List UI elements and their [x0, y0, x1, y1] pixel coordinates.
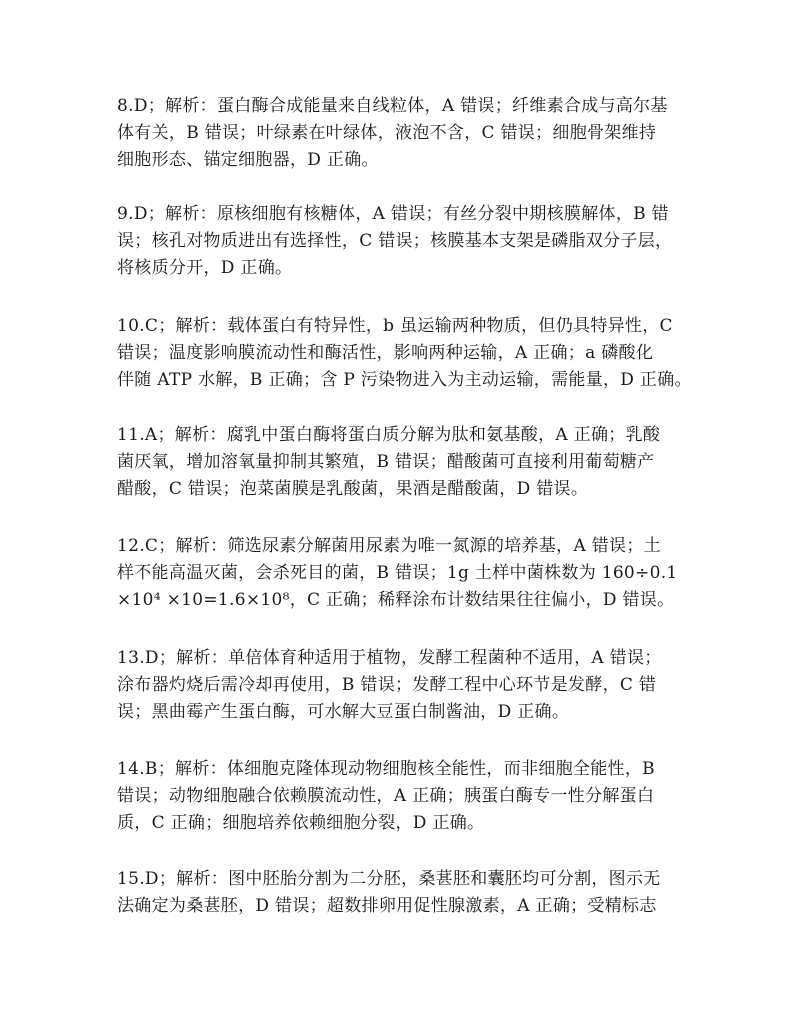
text-line: 误；核孔对物质进出有选择性，C 错误；核膜基本支架是磷脂双分子层，	[117, 231, 673, 251]
answer-item-13	[117, 645, 692, 726]
text-line: 涂布器灼烧后需冷却再使用，B 错误；发酵工程中心环节是发酵，C 错	[117, 675, 657, 695]
text-line: 体有关，B 错误；叶绿素在叶绿体，液泡不含，C 错误；细胞骨架维持	[117, 123, 657, 143]
answer-item-14	[117, 756, 692, 837]
text-line: 12.C；解析：筛选尿素分解菌用尿素为唯一氮源的培养基，A 错误；土	[117, 536, 661, 556]
text-line: 11.A；解析：腐乳中蛋白酶将蛋白质分解为肽和氨基酸，A 正确；乳酸	[117, 425, 661, 445]
text-line: 14.B；解析：体细胞克隆体现动物细胞核全能性，而非细胞全能性，B	[117, 759, 655, 779]
text-line: 误；黑曲霉产生蛋白酶，可水解大豆蛋白制酱油，D 正确。	[117, 702, 570, 722]
text-line: 8.D；解析：蛋白酶合成能量来自线粒体，A 错误；纤维素合成与高尔基	[117, 96, 668, 116]
text-line: 错误；动物细胞融合依赖膜流动性，A 正确；胰蛋白酶专一性分解蛋白	[117, 786, 655, 806]
text-line: 将核质分开，D 正确。	[117, 258, 293, 278]
text-line: 样不能高温灭菌，会杀死目的菌，B 错误；1g 土样中菌株数为 160÷0.1	[117, 563, 678, 583]
text-line: 菌厌氧，增加溶氧量抑制其繁殖，B 错误；醋酸菌可直接利用葡萄糖产	[117, 452, 655, 472]
text-line: 伴随 ATP 水解，B 正确；含 P 污染物进入为主动运输，需能量，D 正确。	[117, 370, 692, 390]
text-line: 13.D；解析：单倍体育种适用于植物，发酵工程菌种不适用，A 错误；	[117, 648, 662, 668]
text-line: 法确定为桑葚胚，D 错误；超数排卵用促性腺激素，A 正确；受精标志	[117, 896, 657, 916]
answer-item-10	[117, 313, 692, 394]
text-line: 细胞形态、锚定细胞器，D 正确。	[117, 150, 379, 170]
text-line: 10.C；解析：载体蛋白有特异性，b 虽运输两种物质，但仍具特异性，C	[117, 316, 673, 336]
answer-item-9	[117, 201, 692, 282]
answer-item-12	[117, 533, 692, 614]
answer-item-11	[117, 422, 692, 503]
answer-item-8	[117, 93, 692, 174]
answer-item-15	[117, 866, 692, 920]
text-line: 质，C 正确；细胞培养依赖细胞分裂，D 正确。	[117, 813, 485, 833]
text-line: 9.D；解析：原核细胞有核糖体，A 错误；有丝分裂中期核膜解体，B 错	[117, 204, 669, 224]
text-line: 错误；温度影响膜流动性和酶活性，影响两种运输，A 正确；a 磷酸化	[117, 343, 654, 363]
text-line: 醋酸，C 错误；泡菜菌膜是乳酸菌，果酒是醋酸菌，D 错误。	[117, 479, 589, 499]
text-line: ×10⁴ ×10=1.6×10⁸，C 正确；稀释涂布计数结果往往偏小，D 错误。	[117, 590, 675, 610]
text-line: 15.D；解析：图中胚胎分割为二分胚，桑葚胚和囊胚均可分割，图示无	[117, 869, 661, 889]
